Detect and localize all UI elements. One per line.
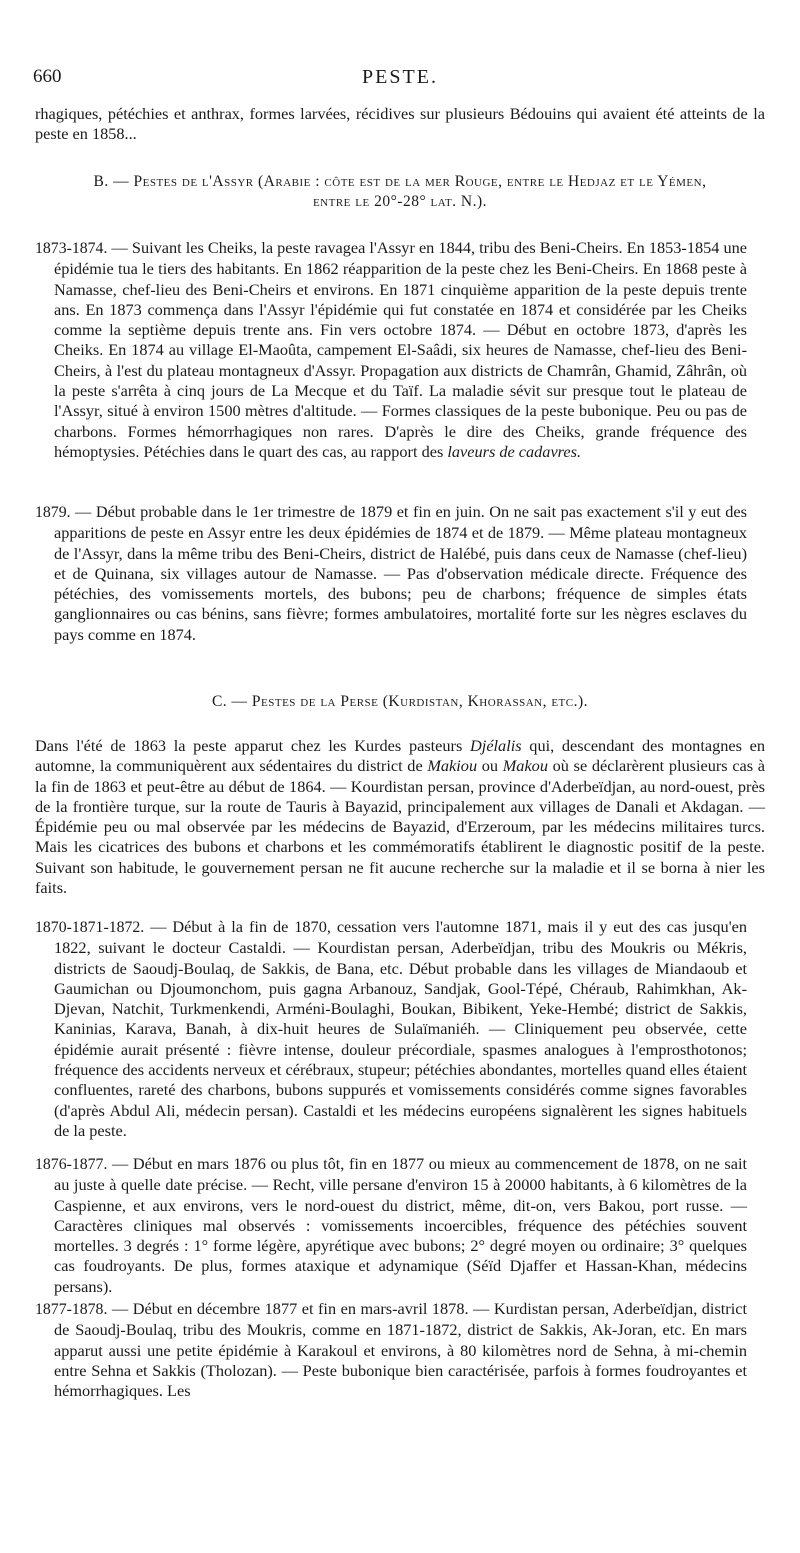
intro-italic: Djélalis (470, 736, 522, 755)
entry-1870-1872 (35, 917, 747, 1141)
section-c-title: C. — Pestes de la Perse (Kurdistan, Khorassan, etc.). (211, 693, 589, 710)
entry-date: 1870-1871-1872. (35, 919, 145, 936)
entry-date: 1879. (35, 504, 71, 521)
intro-text: ou (477, 756, 503, 776)
entry-1877-1878 (35, 1299, 747, 1401)
intro-text: Dans l'été de 1863 la peste apparut chez les Kurdes pasteurs (35, 736, 471, 755)
entry-date: 1877-1878. (35, 1301, 108, 1318)
entry-text: — Début à la fin de 1870, cessation vers l'automne 1871, mais il y eut des cas jusqu'en 1822, suivant le docteur Castaldi. — Kourdistan persan, Aderbeïdjan, tribu des Moukris ou Mékris, districts de Saoudj-Boulaq, de Sakkis, de Bana, etc. Début probable dans les villages de Miandaoub et Gaumichan ou Djoumonchom, puis gagna Arbanouz, Sandjak, Gool-Tépé, Chéraub, Rahimkhan, Ak-Djevan, Natchit, Turkmenkendi, Arméni-Boulaghi, Boukan, Bibikent, Yeke-Hembé; district de Sakkis, Kaninias, Karava, Banah, à dix-huit heures de Sulaïmaniéh. — Cliniquement peu observée, cette épidémie aurait présenté : fièvre intense, douleur précordiale, spasmes analogues à l'emprosthotonos; fréquence des accidents nerveux et cérébraux, stupeur; pétéchies abondantes, mortelles quand elles étaient confluentes, rareté des charbons, bubons suppurés et vomissements considérés comme signes favorables (d'après Abdul Ali, médecin persan). Castaldi et les médecins européens signalèrent les signes habituels de la peste. (54, 917, 747, 1140)
section-c-heading (35, 692, 765, 712)
page-number: 660 (33, 66, 62, 87)
page-header (0, 66, 800, 94)
entry-text: — Début en décembre 1877 et fin en mars-avril 1878. — Kurdistan persan, Aderbeïdjan, district de Saoudj-Boulaq, tribu des Moukris, comme en 1871-1872, district de Sakkis, Ak-Joran, etc. En mars apparut aussi une petite épidémie à Karakoul et environs, à 80 kilomètres nord de Sehna, à mi-chemin entre Sehna et Sakkis (Tholozan). — Peste bubonique bien caractérisée, parfois à formes foudroyantes et hémorrhagiques. Les (54, 1299, 747, 1401)
entry-text: — Début probable dans le 1er trimestre de 1879 et fin en juin. On ne sait pas exactement s'il y eut des apparitions de peste en Assyr entre les deux épidémies de 1874 et de 1879. — Même plateau montagneux de l'Assyr, dans la même tribu des Beni-Cheirs, district de Halébé, puis dans ceux de Namasse (chef-lieu) et de Quinana, six villages autour de Namasse. — Pas d'observation médicale directe. Fréquence des pétéchies, des vomissements mortels, des bubons; peu de charbons; fréquence de simples états ganglionnaires ou cas bénins, sans fièvre; formes ambulatoires, mortalité forte sur les nègres esclaves du pays comme en 1874. (54, 502, 747, 644)
intro-text: où se déclarèrent plusieurs cas à la fin de 1863 et peut-être au début de 1864. — Kourdistan persan, province d'Aderbeïdjan, au nord-ouest, près de la frontière turque, sur la route de Tauris à Bayazid, principalement aux villages de Danali et Akdagan. — Épidémie peu ou mal observée par les médecins de Bayazid, d'Erzeroum, par les médecins militaires turcs. Mais les cicatrices des bubons et charbons et les commémoratifs établirent le diagnostic positif de la peste. Suivant son habitude, le gouvernement persan ne fit aucune recherche sur la maladie et il se borna à nier les faits. (35, 756, 766, 898)
intro-text: qui, descendant des montagnes en automne, la communiquèrent aux sédentaires du district de (35, 736, 765, 776)
entry-date: 1876-1877. (35, 1156, 108, 1173)
section-c-intro (35, 736, 765, 898)
entry-1876-1877 (35, 1154, 747, 1297)
entry-text: — Début en mars 1876 ou plus tôt, fin en 1877 ou mieux au commencement de 1878, on ne sait au juste à quelle date précise. — Recht, ville persane d'environ 15 à 20000 habitants, à 6 kilomètres de la Caspienne, et aux environs, vers le nord-ouest du district, même, dit-on, vers Bakou, port russe. — Caractères cliniques mal observés : vomissements incoercibles, fréquence des pétéchies souvent mortelles. 3 degrés : 1° forme légère, apyrétique avec bubons; 2° degré moyen ou ordinaire; 3° quelques cas foudroyants. De plus, formes ataxique et adynamique (Séïd Djaffer et Hassan-Khan, médecins persans). (54, 1154, 747, 1296)
running-title: PESTE. (362, 66, 438, 88)
entry-text: — Suivant les Cheiks, la peste ravagea l'Assyr en 1844, tribu des Beni-Cheirs. En 1853-1854 une épidémie tua le tiers des habitants. En 1862 réapparition de la peste chez les Beni-Cheirs. En 1868 peste à Namasse, chef-lieu des Beni-Cheirs et environs. En 1871 cinquième apparition de la peste depuis trente ans. En 1873 commença dans l'Assyr l'épidémie qui fut constatée en 1874 et considérée par les Cheiks comme la septième depuis trente ans. Fin vers octobre 1874. — Début en octobre 1873, d'après les Cheiks. En 1874 au village El-Maoûta, campement El-Saâdi, six heures de Namasse, chef-lieu des Beni-Cheirs, à l'est du plateau montagneux d'Assyr. Propagation aux districts de Chamrân, Ghamid, Zâhrân, où la peste s'arrêta à cinq jours de La Mecque et du Taïf. La maladie sévit sur presque tout le plateau de l'Assyr, situé à environ 1500 mètres d'altitude. — Formes classiques de la peste bubonique. Peu ou pas de charbons. Formes hémorrhagiques non rares. D'après le dire des Cheiks, grande fréquence des hémoptysies. Pétéchies dans le quart des cas, au rapport des (54, 238, 747, 461)
entry-1873-1874 (35, 238, 747, 462)
entry-1879 (35, 502, 747, 645)
section-b-title: B. — Pestes de l'Assyr (Arabie : côte est de la mer Rouge, entre le Hedjaz et le Yémen, (93, 173, 707, 190)
continuation-paragraph: rhagiques, pétéchies et anthrax, formes larvées, récidives sur plusieurs Bédouins qui avaient été atteints de la peste en 1858... (35, 104, 765, 144)
section-b-subtitle: entre le 20°-28° lat. N.). (312, 193, 488, 210)
intro-italic: Makiou (427, 756, 478, 776)
entry-italic: laveurs de cadavres. (447, 441, 582, 461)
section-b-heading (35, 172, 765, 212)
entry-date: 1873-1874. (35, 240, 108, 257)
intro-italic: Makou (502, 756, 548, 776)
